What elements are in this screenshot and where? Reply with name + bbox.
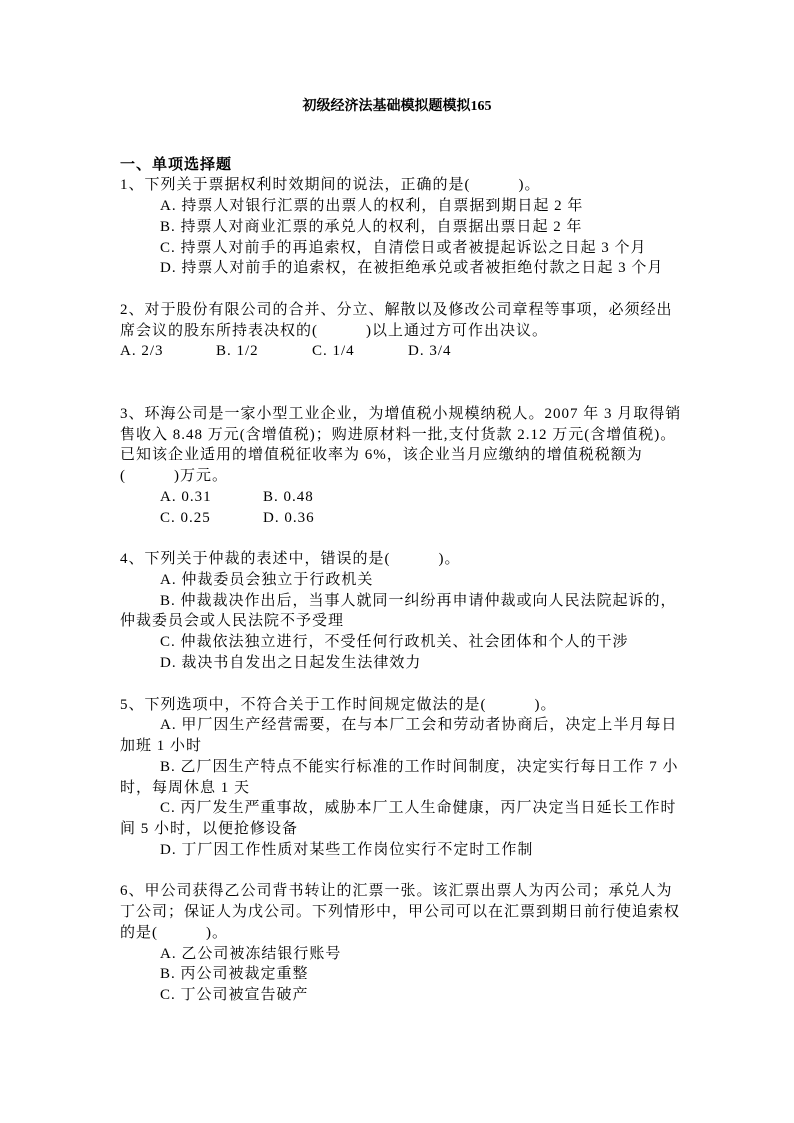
option-d: D. 持票人对前手的追索权，在被拒绝承兑或者被拒绝付款之日起 3 个月 bbox=[160, 260, 664, 277]
section-heading: 一、单项选择题 bbox=[120, 156, 233, 173]
option-a: A. 2/3 bbox=[120, 343, 164, 360]
option-d: D. 裁决书自发出之日起发生法律效力 bbox=[160, 654, 422, 671]
option-c: C. 持票人对前手的再追索权，自清偿日或者被提起诉讼之日起 3 个月 bbox=[160, 239, 647, 256]
question-1 bbox=[120, 175, 760, 279]
option-b-continued: 时，每周休息 1 天 bbox=[120, 779, 251, 796]
options-row bbox=[120, 487, 760, 508]
question-6 bbox=[120, 881, 760, 1006]
option-a: A. 0.31 bbox=[160, 488, 212, 505]
question-stem-line: 1、下列关于票据权利时效期间的说法，正确的是( )。 bbox=[120, 177, 541, 194]
question-2 bbox=[120, 300, 760, 362]
option-b: B. 仲裁裁决作出后，当事人就同一纠纷再申请仲裁或向人民法院起诉的， bbox=[160, 592, 677, 609]
option-c: C. 0.25 bbox=[160, 509, 211, 526]
option-d: D. 丁厂因工作性质对某些工作岗位实行不定时工作制 bbox=[160, 841, 534, 858]
spacer bbox=[120, 674, 760, 695]
question-5 bbox=[120, 695, 760, 861]
option-b-continued: 仲裁委员会或人民法院不予受理 bbox=[120, 613, 345, 630]
page-title: 初级经济法基础模拟题模拟165 bbox=[302, 99, 492, 114]
option-a: A. 乙公司被冻结银行账号 bbox=[160, 945, 342, 962]
question-stem-line: 已知该企业适用的增值税征收率为 6%，该企业当月应缴纳的增值税税额为 bbox=[120, 447, 643, 464]
option-c: C. 丁公司被宣告破产 bbox=[160, 987, 309, 1004]
option-a-continued: 加班 1 小时 bbox=[120, 738, 203, 755]
option-a: A. 仲裁委员会独立于行政机关 bbox=[160, 571, 374, 588]
question-stem-line: 售收入 8.48 万元(含增值税)；购进原材料一批,支付货款 2.12 万元(含增值税)。 bbox=[120, 426, 677, 443]
options-row bbox=[120, 341, 760, 362]
option-b: B. 0.48 bbox=[263, 488, 314, 505]
question-stem-line: ( )万元。 bbox=[120, 468, 228, 485]
option-d: D. 3/4 bbox=[408, 343, 452, 360]
spacer bbox=[120, 861, 760, 882]
spacer bbox=[120, 279, 760, 300]
question-stem-line: 5、下列选项中，不符合关于工作时间规定做法的是( )。 bbox=[120, 696, 557, 713]
question-stem-line: 3、环海公司是一家小型工业企业，为增值税小规模纳税人。2007 年 3 月取得销 bbox=[120, 405, 682, 422]
question-stem-line: 4、下列关于仲裁的表述中，错误的是( )。 bbox=[120, 551, 461, 568]
option-b: B. 丙公司被裁定重整 bbox=[160, 966, 309, 983]
option-c: C. 丙厂发生严重事故，威胁本厂工人生命健康，丙厂决定当日延长工作时 bbox=[160, 800, 677, 817]
spacer bbox=[120, 362, 760, 404]
option-b: B. 乙厂因生产特点不能实行标准的工作时间制度，决定实行每日工作 7 小 bbox=[160, 758, 679, 775]
question-4 bbox=[120, 549, 760, 674]
question-stem-line: 的是( )。 bbox=[120, 924, 228, 941]
options-row bbox=[120, 508, 760, 529]
question-stem-line: 2、对于股份有限公司的合并、分立、解散以及修改公司章程等事项，必须经出 bbox=[120, 301, 673, 318]
option-c: C. 1/4 bbox=[312, 343, 355, 360]
question-3 bbox=[120, 404, 760, 529]
option-a: A. 甲厂因生产经营需要，在与本厂工会和劳动者协商后，决定上半月每日 bbox=[160, 717, 678, 734]
document-body bbox=[120, 155, 760, 1006]
question-stem-line: 丁公司；保证人为戊公司。下列情形中，甲公司可以在汇票到期日前行使追索权 bbox=[120, 904, 681, 921]
option-c-continued: 间 5 小时，以便抢修设备 bbox=[120, 821, 299, 838]
option-a: A. 持票人对银行汇票的出票人的权利，自票据到期日起 2 年 bbox=[160, 198, 584, 215]
option-b: B. 1/2 bbox=[216, 343, 259, 360]
option-b: B. 持票人对商业汇票的承兑人的权利，自票据出票日起 2 年 bbox=[160, 218, 583, 235]
option-d: D. 0.36 bbox=[263, 509, 315, 526]
spacer bbox=[120, 528, 760, 549]
question-stem-line: 6、甲公司获得乙公司背书转让的汇票一张。该汇票出票人为丙公司；承兑人为 bbox=[120, 883, 673, 900]
question-stem-line: 席会议的股东所持表决权的( )以上通过方可作出决议。 bbox=[120, 322, 548, 339]
option-c: C. 仲裁依法独立进行，不受任何行政机关、社会团体和个人的干涉 bbox=[160, 634, 629, 651]
